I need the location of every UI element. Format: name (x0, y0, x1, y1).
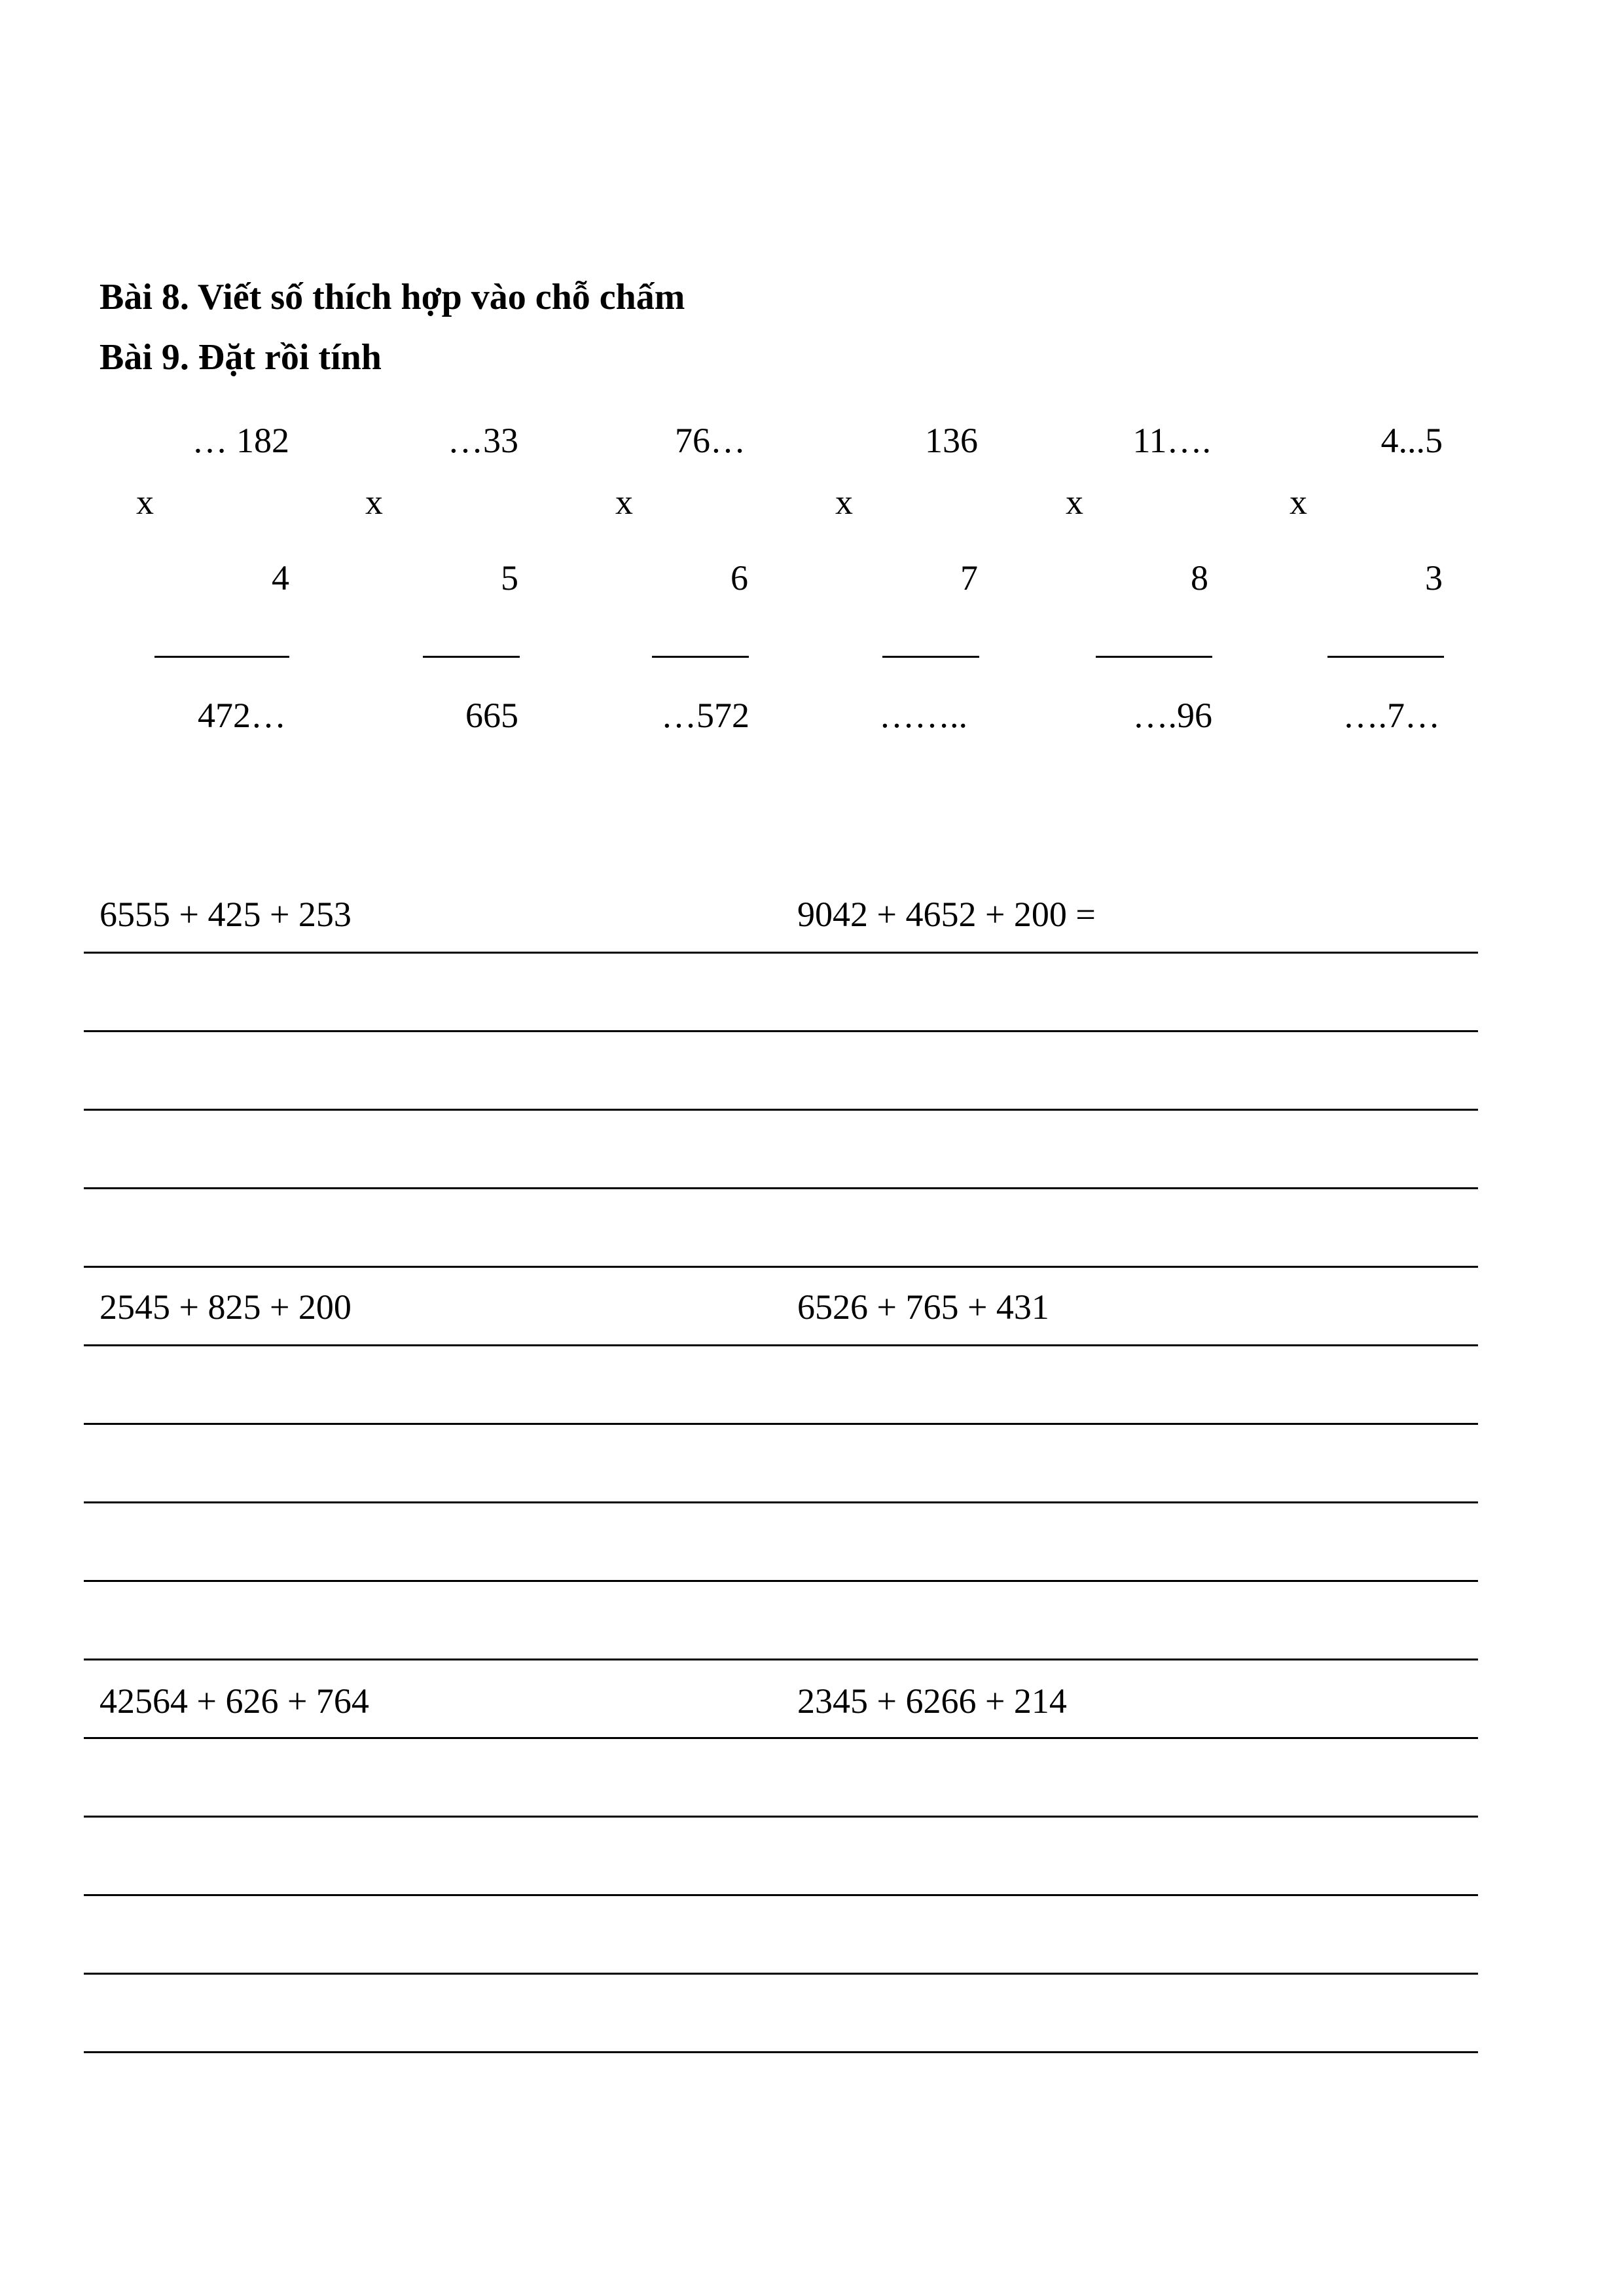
mult-factor: 5 (501, 558, 518, 598)
times-sign: x (1066, 482, 1083, 522)
ruled-line (84, 1894, 1478, 1896)
mult-result: ….96 (1132, 696, 1212, 735)
underline (1327, 656, 1444, 658)
mult-top: 76… (675, 421, 746, 460)
mult-top: 4...5 (1380, 421, 1443, 460)
underline (652, 656, 749, 658)
ruled-line (84, 2051, 1478, 2053)
ruled-line (84, 1030, 1478, 1032)
times-sign: x (835, 482, 853, 522)
mult-result: …….. (879, 696, 967, 735)
times-sign: x (136, 482, 154, 522)
mult-result: ….7… (1343, 696, 1440, 735)
exercise-1-right: 9042 + 4652 + 200 = (797, 895, 1096, 934)
underline (1096, 656, 1212, 658)
ruled-line (84, 1344, 1478, 1346)
ruled-line (84, 952, 1478, 954)
mult-factor: 7 (960, 558, 978, 598)
mult-top: … 182 (192, 421, 289, 460)
ruled-line (84, 1737, 1478, 1739)
ruled-line (84, 1580, 1478, 1582)
mult-result: 665 (465, 696, 518, 735)
underline (154, 656, 289, 658)
ruled-line (84, 1501, 1478, 1503)
mult-factor: 6 (731, 558, 748, 598)
ruled-line (84, 1423, 1478, 1425)
ruled-line (84, 1109, 1478, 1111)
mult-factor: 3 (1425, 558, 1443, 598)
times-sign: x (365, 482, 383, 522)
mult-top: 11…. (1132, 421, 1211, 460)
mult-top: 136 (925, 421, 978, 460)
mult-result: …572 (661, 696, 749, 735)
exercise-3-left: 42564 + 626 + 764 (99, 1681, 369, 1721)
times-sign: x (615, 482, 633, 522)
mult-factor: 4 (272, 558, 289, 598)
underline (423, 656, 520, 658)
bai8-heading: Bài 8. Viết số thích hợp vào chỗ chấm (99, 277, 685, 317)
underline (882, 656, 979, 658)
exercise-1-left: 6555 + 425 + 253 (99, 895, 352, 934)
ruled-line (84, 1659, 1478, 1660)
bai9-heading: Bài 9. Đặt rồi tính (99, 337, 382, 378)
ruled-line (84, 1816, 1478, 1818)
ruled-line (84, 1187, 1478, 1189)
exercise-2-right: 6526 + 765 + 431 (797, 1287, 1049, 1327)
mult-factor: 8 (1191, 558, 1208, 598)
exercise-2-left: 2545 + 825 + 200 (99, 1287, 352, 1327)
times-sign: x (1290, 482, 1307, 522)
ruled-line (84, 1266, 1478, 1268)
ruled-line (84, 1973, 1478, 1975)
mult-top: …33 (448, 421, 518, 460)
exercise-3-right: 2345 + 6266 + 214 (797, 1681, 1067, 1721)
mult-result: 472… (198, 696, 286, 735)
